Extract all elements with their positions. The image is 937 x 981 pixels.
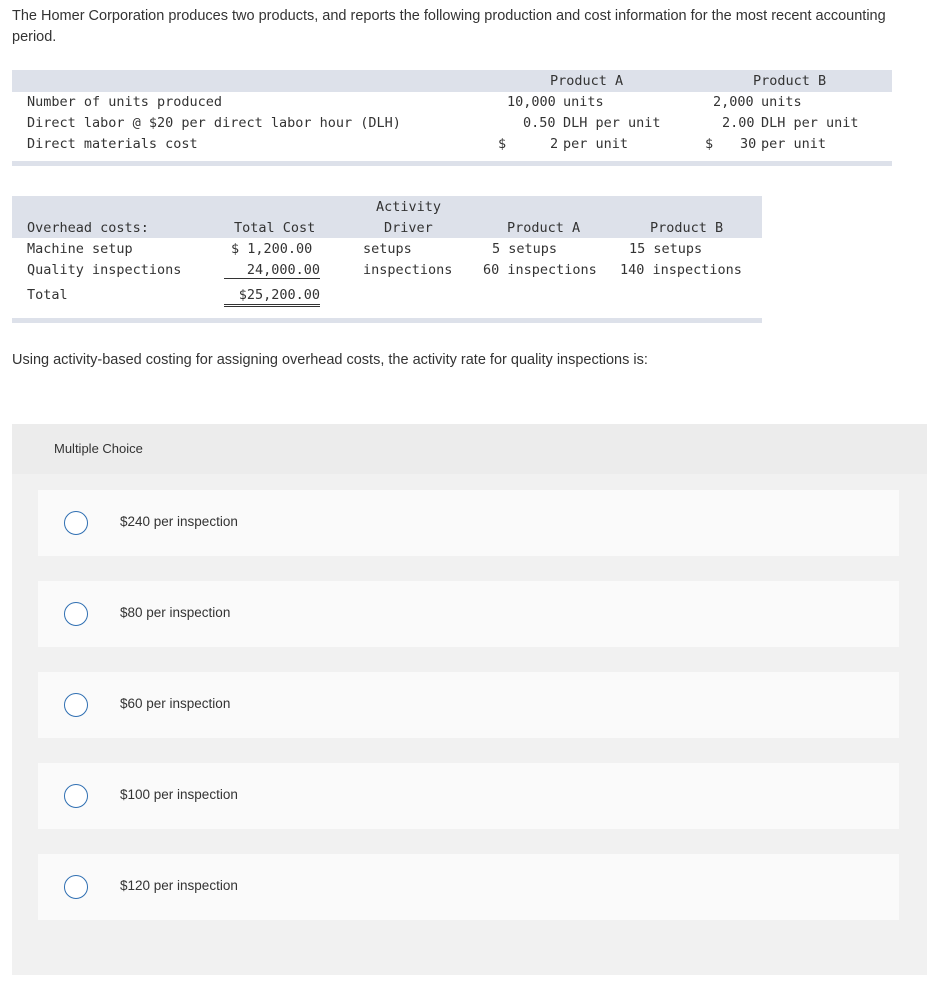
product-a-dollar-sign: $ xyxy=(498,136,507,152)
product-a-materials-unit: per unit xyxy=(563,136,629,152)
product-a-units-unit: units xyxy=(563,94,604,110)
table2-header-product-b: Product B xyxy=(650,220,724,236)
product-b-materials-unit: per unit xyxy=(761,136,827,152)
quality-inspections-label: Quality inspections xyxy=(27,262,182,278)
table1-bottom-rule xyxy=(12,161,892,166)
answer-option-4[interactable] xyxy=(38,763,899,829)
intro-text: The Homer Corporation produces two products, and reports the following production and cost information for the most recent accounting period. xyxy=(12,8,886,45)
direct-materials-label: Direct materials cost xyxy=(27,136,198,152)
product-b-units-unit: units xyxy=(761,94,802,110)
answer-option-5[interactable] xyxy=(38,854,899,920)
machine-setup-driver: setups xyxy=(363,241,412,257)
machine-setup-product-b: 15 setups xyxy=(629,241,703,257)
multiple-choice-panel xyxy=(12,424,927,975)
machine-setup-cost: $ 1,200.00 xyxy=(231,241,313,257)
quality-inspections-product-b: 140 inspections xyxy=(620,262,742,278)
product-b-dlh-value: 2.00 xyxy=(722,115,755,131)
table2-bottom-rule xyxy=(12,318,762,323)
radio-button-2[interactable] xyxy=(64,602,88,626)
table2-header-driver: Driver xyxy=(384,220,433,236)
product-b-dlh-unit: DLH per unit xyxy=(761,115,859,131)
radio-button-5[interactable] xyxy=(64,875,88,899)
answer-option-5-label: $120 per inspection xyxy=(120,878,238,893)
table2-header-overhead: Overhead costs: xyxy=(27,220,149,236)
answer-option-1-label: $240 per inspection xyxy=(120,514,238,529)
answer-option-2[interactable] xyxy=(38,581,899,647)
total-label: Total xyxy=(27,287,68,303)
product-a-units-value: 10,000 xyxy=(507,94,556,110)
radio-button-3[interactable] xyxy=(64,693,88,717)
table2-header-total-cost: Total Cost xyxy=(234,220,316,236)
multiple-choice-label: Multiple Choice xyxy=(54,441,143,456)
units-produced-label: Number of units produced xyxy=(27,94,223,110)
answer-option-3[interactable] xyxy=(38,672,899,738)
table1-header-product-a: Product A xyxy=(550,73,624,89)
quality-inspections-product-a: 60 inspections xyxy=(483,262,597,278)
machine-setup-label: Machine setup xyxy=(27,241,133,257)
product-a-materials-value: 2 xyxy=(550,136,559,152)
table2-header-activity: Activity xyxy=(376,199,442,215)
table1-header-product-b: Product B xyxy=(753,73,827,89)
product-b-dollar-sign: $ xyxy=(705,136,714,152)
table2-header-product-a: Product A xyxy=(507,220,581,236)
radio-button-4[interactable] xyxy=(64,784,88,808)
machine-setup-product-a: 5 setups xyxy=(492,241,558,257)
answer-option-1[interactable] xyxy=(38,490,899,556)
answer-option-3-label: $60 per inspection xyxy=(120,696,231,711)
answer-option-4-label: $100 per inspection xyxy=(120,787,238,802)
direct-labor-label: Direct labor @ $20 per direct labor hour (DLH) xyxy=(27,115,401,131)
quality-inspections-driver: inspections xyxy=(363,262,453,278)
answer-option-2-label: $80 per inspection xyxy=(120,605,231,620)
quality-inspections-cost: 24,000.00 xyxy=(224,262,320,279)
product-b-materials-value: 30 xyxy=(740,136,757,152)
product-a-dlh-value: 0.50 xyxy=(523,115,556,131)
product-b-units-value: 2,000 xyxy=(713,94,754,110)
radio-button-1[interactable] xyxy=(64,511,88,535)
total-cost-value: $25,200.00 xyxy=(224,287,320,307)
question-text: Using activity-based costing for assigning overhead costs, the activity rate for quality inspections is: xyxy=(12,352,648,368)
product-a-dlh-unit: DLH per unit xyxy=(563,115,661,131)
multiple-choice-header xyxy=(12,424,927,474)
